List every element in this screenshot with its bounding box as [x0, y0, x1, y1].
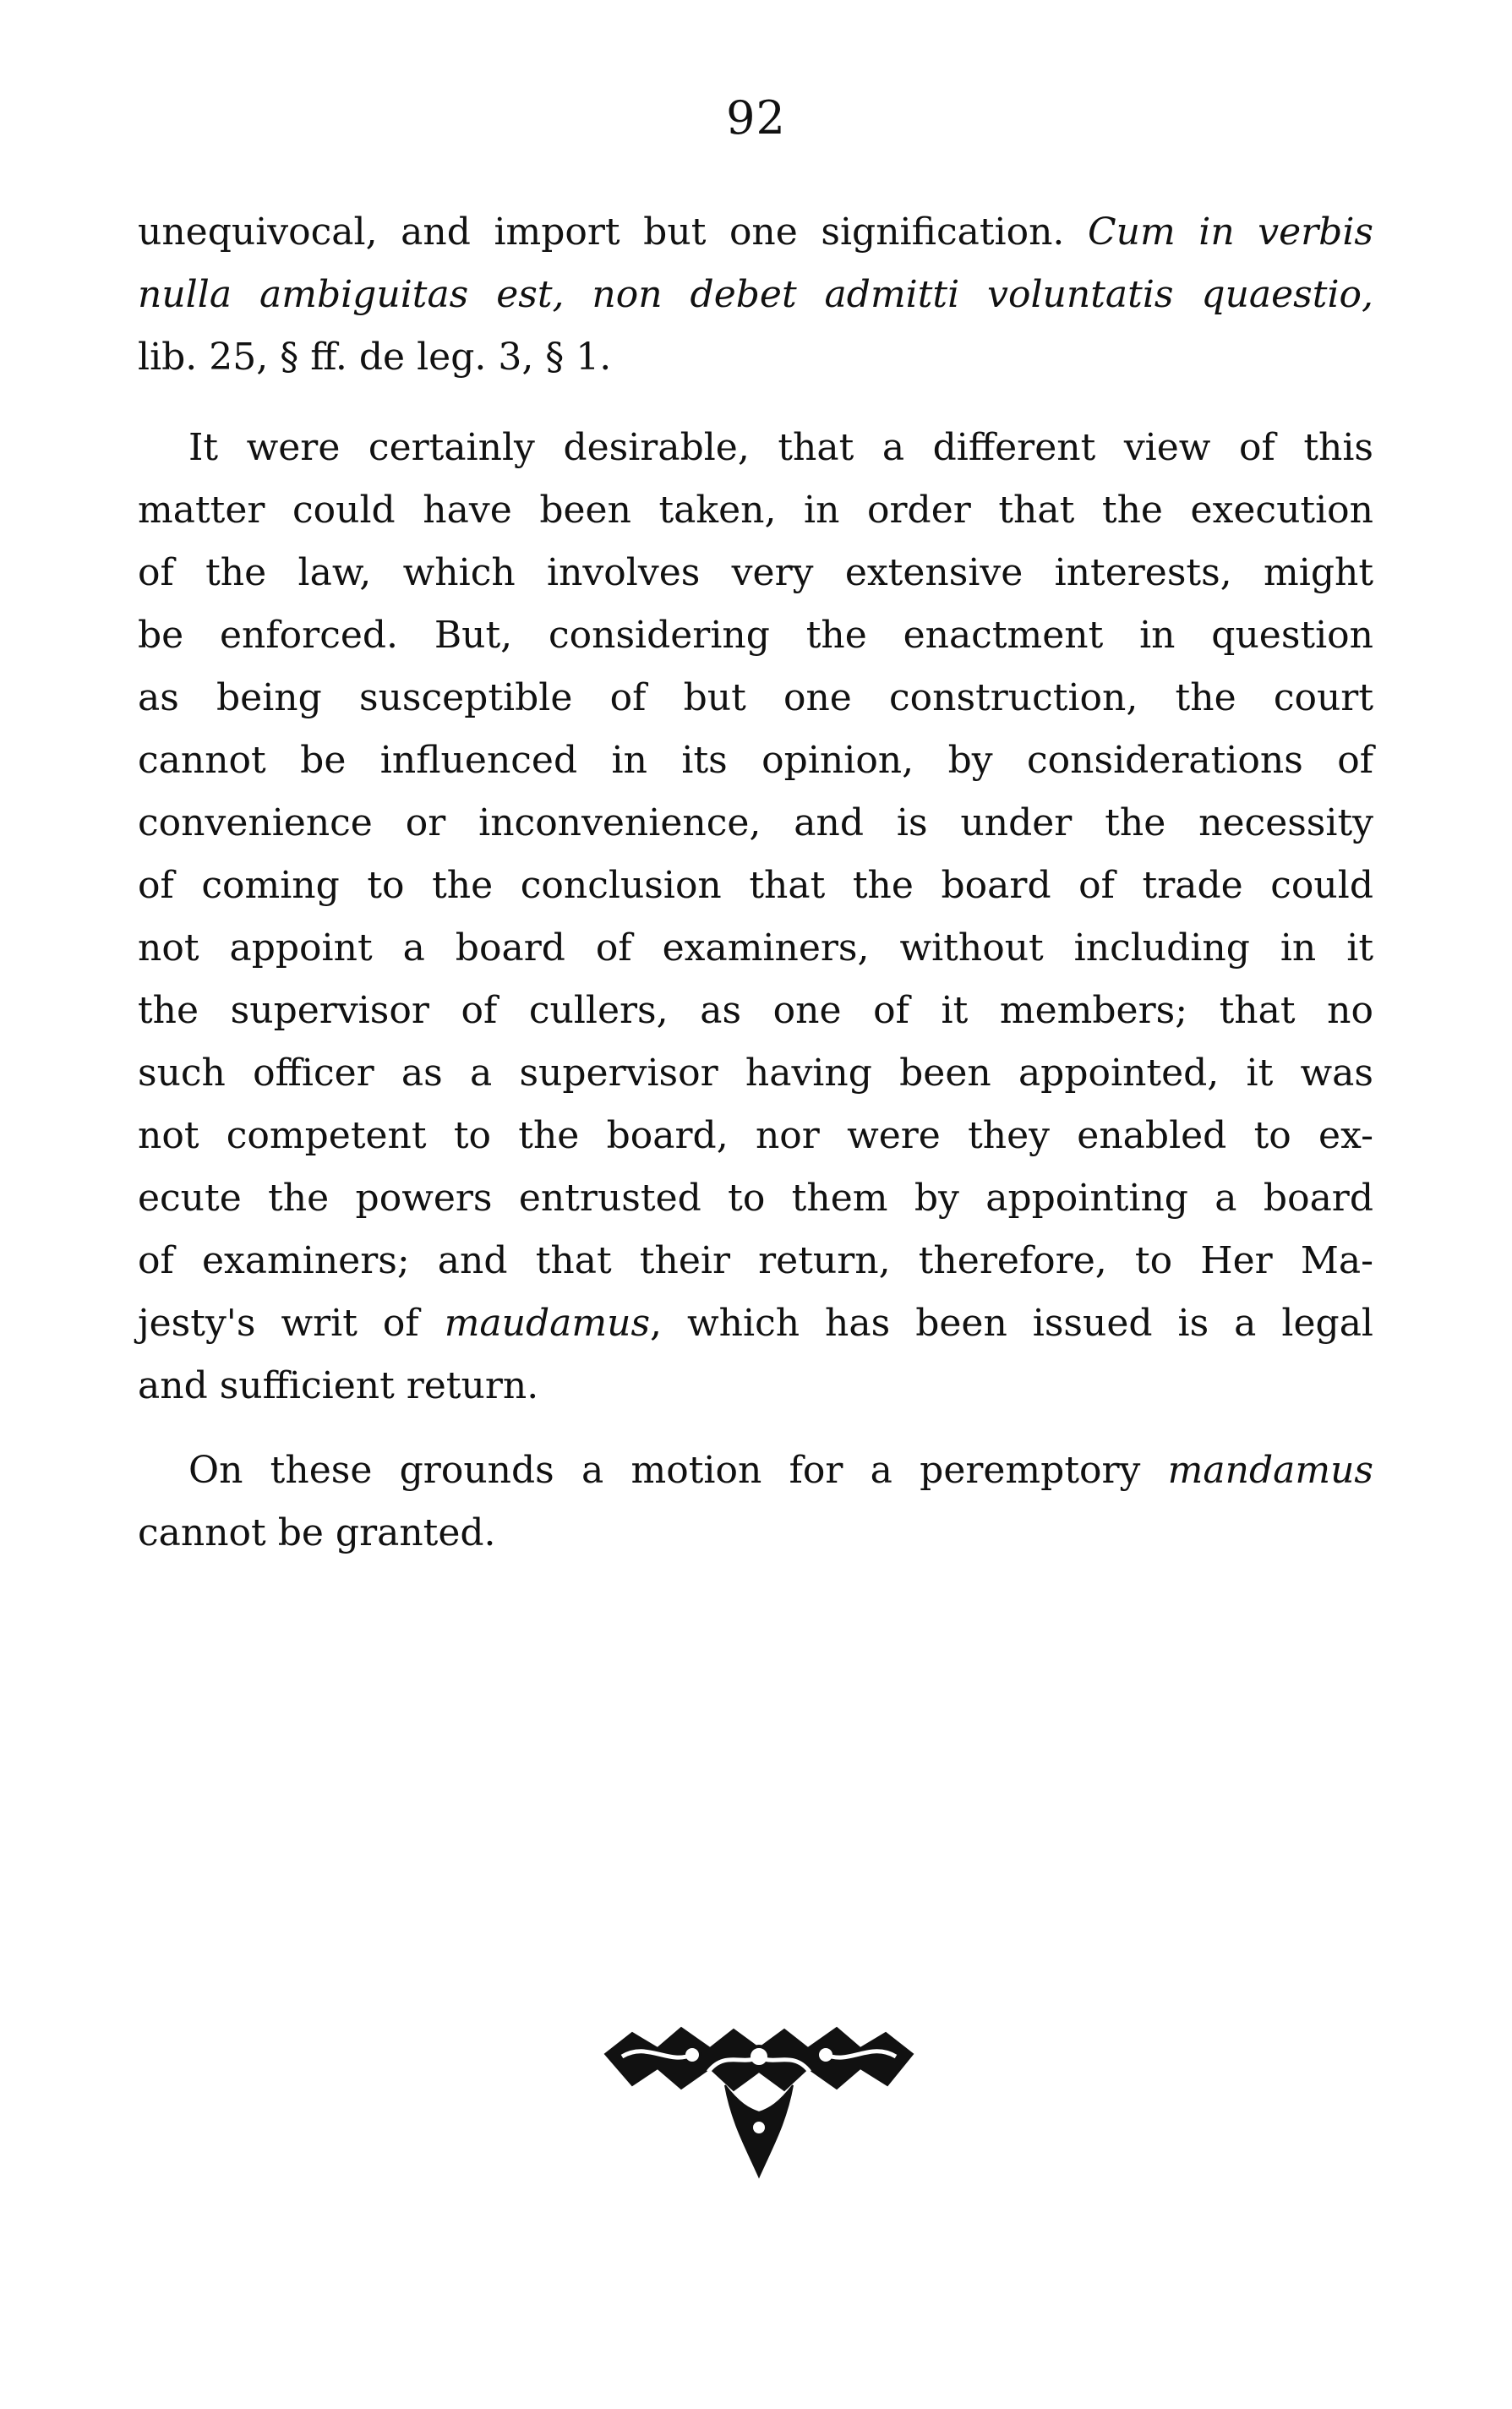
text-line [138, 604, 1373, 667]
text-segment: lib. 25, § ff. de leg. 3, § 1. [138, 336, 612, 379]
text-segment: and sufficient return. [138, 1364, 539, 1407]
text-segment: It were certainly desirable, that a different view of this [188, 426, 1373, 469]
text-segment: jesty's writ of [138, 1302, 445, 1345]
text-segment: of coming to the conclusion that the board of trade could [138, 864, 1373, 907]
text-segment: such officer as a supervisor having been appointed, it was [138, 1052, 1373, 1095]
text-line [138, 1439, 1373, 1502]
text-segment: , which has been issued is a legal [650, 1302, 1373, 1345]
text-segment: not appoint a board of examiners, without including in it [138, 926, 1373, 970]
text-line [138, 1355, 1373, 1418]
text-segment: convenience or inconvenience, and is under the necessity [138, 801, 1373, 844]
text-line [138, 201, 1373, 264]
text-line [138, 1502, 1373, 1565]
paragraph-3 [138, 1439, 1373, 1565]
text-segment: cannot be influenced in its opinion, by considerations of [138, 739, 1373, 782]
text-segment: as being susceptible of but one construction, the court [138, 676, 1373, 719]
text-segment: ecute the powers entrusted to them by appointing a board [138, 1177, 1373, 1220]
page-number: 92 [726, 91, 786, 145]
text-line [138, 917, 1373, 980]
text-line [138, 417, 1373, 479]
text-line [138, 1042, 1373, 1105]
text-segment: cannot be granted. [138, 1511, 496, 1554]
text-segment: the supervisor of cullers, as one of it members; that no [138, 989, 1373, 1032]
text-line [138, 980, 1373, 1042]
text-line [138, 1292, 1373, 1355]
text-line [138, 264, 1373, 326]
text-segment: be enforced. But, considering the enactment in question [138, 614, 1373, 657]
text-line [138, 667, 1373, 729]
text-line [138, 1105, 1373, 1167]
text-line [138, 326, 1373, 389]
text-line [138, 855, 1373, 917]
text-line [138, 1167, 1373, 1230]
italic-text-segment: nulla ambiguitas est, non debet admitti voluntatis quaestio, [138, 273, 1373, 316]
text-segment: of examiners; and that their return, therefore, to Her Ma- [138, 1239, 1373, 1282]
italic-text-segment: mandamus [1167, 1449, 1373, 1492]
text-segment: matter could have been taken, in order that the execution [138, 489, 1373, 532]
text-segment: unequivocal, and import but one signification. [138, 210, 1088, 254]
text-line [138, 542, 1373, 604]
text-segment: of the law, which involves very extensive interests, might [138, 551, 1373, 594]
text-segment: On these grounds a motion for a peremptory [188, 1449, 1168, 1492]
text-line [138, 479, 1373, 542]
italic-text-segment: Cum in verbis [1087, 210, 1373, 254]
paragraph-1 [138, 201, 1373, 389]
decorative-tailpiece-icon [598, 2016, 920, 2185]
text-line [138, 729, 1373, 792]
italic-text-segment: maudamus [444, 1302, 651, 1345]
text-line [138, 792, 1373, 855]
text-line [138, 1230, 1373, 1292]
text-segment: not competent to the board, nor were they enabled to ex- [138, 1114, 1373, 1157]
paragraph-2 [138, 417, 1373, 1418]
